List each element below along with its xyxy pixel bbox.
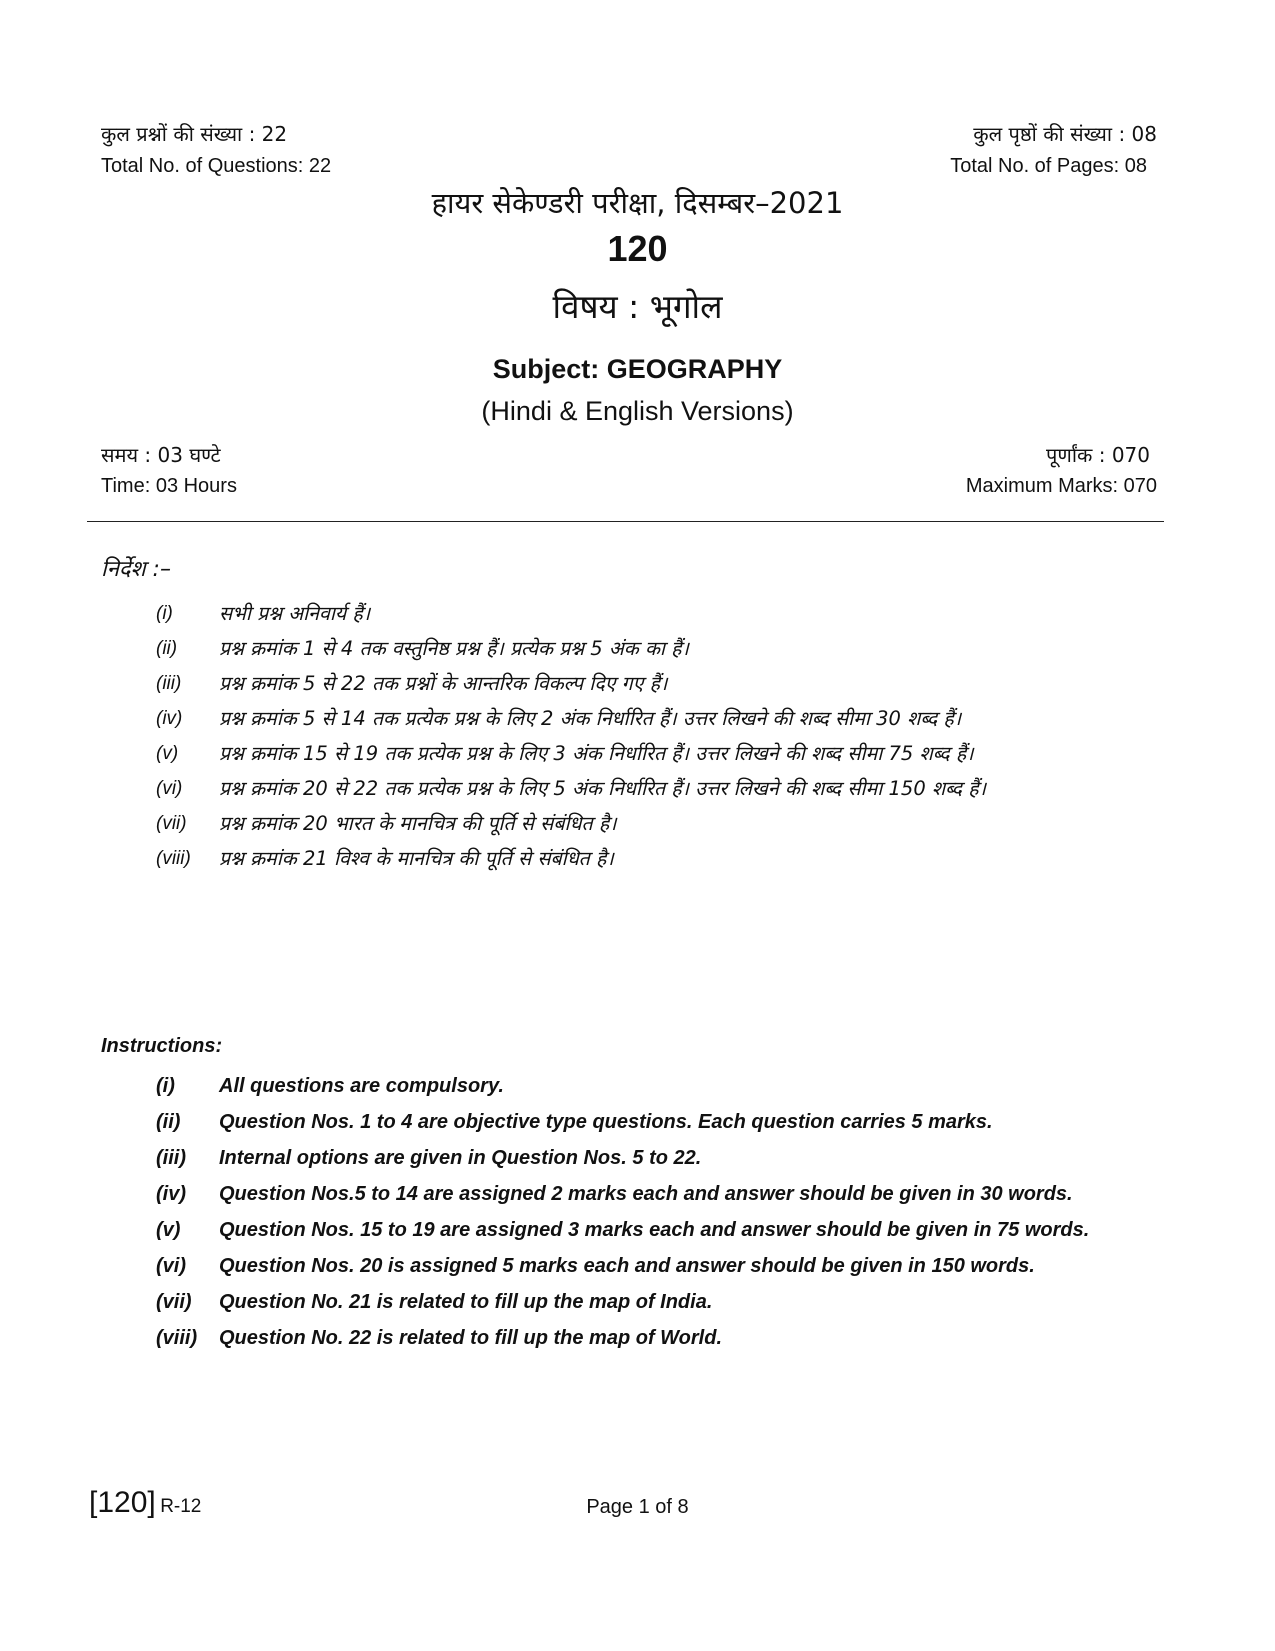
instruction-number: (iv) bbox=[156, 708, 183, 729]
instruction-text: प्रश्न क्रमांक 20 से 22 तक प्रत्येक प्रश्न के लिए 5 अंक निर्धारित हैं। उत्तर लिखने की शब्द सीमा 150 शब्द हैं। bbox=[219, 777, 986, 800]
subject-en: Subject: GEOGRAPHY bbox=[492, 354, 783, 384]
instruction-number: (v) bbox=[156, 743, 179, 764]
instruction-number: (viii) bbox=[156, 848, 191, 869]
instruction-item bbox=[156, 1284, 1176, 1320]
total-pages-hi: कुल पृष्ठों की संख्या : 08 bbox=[973, 122, 1157, 146]
instruction-text: प्रश्न क्रमांक 5 से 22 तक प्रश्नों के आन्तरिक विकल्प दिए गए हैं। bbox=[219, 672, 668, 695]
instruction-text: Question No. 21 is related to fill up the map of India. bbox=[219, 1291, 713, 1313]
instruction-text: Question Nos. 1 to 4 are objective type questions. Each question carries 5 marks. bbox=[219, 1111, 993, 1133]
instruction-number: (vii) bbox=[156, 1291, 192, 1313]
instruction-text: All questions are compulsory. bbox=[219, 1075, 504, 1097]
instruction-text: सभी प्रश्न अनिवार्य हैं। bbox=[219, 602, 371, 625]
instruction-text: प्रश्न क्रमांक 1 से 4 तक वस्तुनिष्ठ प्रश्न हैं। प्रत्येक प्रश्न 5 अंक का हैं। bbox=[219, 637, 689, 660]
instruction-item bbox=[156, 841, 1156, 876]
total-questions-hi: कुल प्रश्नों की संख्या : 22 bbox=[101, 122, 288, 146]
max-marks-hi: पूर्णांक : 070 bbox=[1046, 443, 1150, 467]
instructions-hi-list bbox=[156, 596, 1156, 876]
instruction-number: (iii) bbox=[156, 1147, 186, 1169]
instruction-text: प्रश्न क्रमांक 5 से 14 तक प्रत्येक प्रश्न के लिए 2 अंक निर्धारित हैं। उत्तर लिखने की शब्द सीमा 30 शब्द हैं। bbox=[219, 707, 962, 730]
time-hi: समय : 03 घण्टे bbox=[101, 443, 221, 467]
subject-hi: विषय : भूगोल bbox=[552, 287, 723, 326]
page-number: Page 1 of 8 bbox=[586, 1496, 689, 1518]
instruction-item bbox=[156, 596, 1156, 631]
instruction-number: (iv) bbox=[156, 1183, 186, 1205]
instruction-text: Question Nos.5 to 14 are assigned 2 marks each and answer should be given in 30 words. bbox=[219, 1183, 1073, 1205]
versions-note: (Hindi & English Versions) bbox=[481, 396, 794, 426]
instructions-hi-heading: निर्देश :– bbox=[101, 557, 171, 582]
instruction-text: Question Nos. 20 is assigned 5 marks each and answer should be given in 150 words. bbox=[219, 1255, 1035, 1277]
max-marks-en: Maximum Marks: 070 bbox=[965, 475, 1157, 497]
instruction-item bbox=[156, 1212, 1176, 1248]
instructions-en-heading: Instructions: bbox=[101, 1035, 223, 1057]
paper-code: 120 bbox=[607, 228, 668, 269]
instruction-item bbox=[156, 701, 1156, 736]
instruction-text: प्रश्न क्रमांक 20 भारत के मानचित्र की पूर्ति से संबंधित है। bbox=[219, 812, 617, 835]
instruction-item bbox=[156, 736, 1156, 771]
instruction-number: (vii) bbox=[156, 813, 187, 834]
instruction-text: प्रश्न क्रमांक 21 विश्व के मानचित्र की पूर्ति से संबंधित है। bbox=[219, 847, 614, 870]
instruction-item bbox=[156, 631, 1156, 666]
instruction-item bbox=[156, 806, 1156, 841]
instruction-item bbox=[156, 771, 1156, 806]
instruction-number: (vi) bbox=[156, 778, 183, 799]
time-en: Time: 03 Hours bbox=[101, 475, 237, 497]
instruction-text: प्रश्न क्रमांक 15 से 19 तक प्रत्येक प्रश्न के लिए 3 अंक निर्धारित हैं। उत्तर लिखने की शब्द सीमा 75 शब्द हैं। bbox=[219, 742, 974, 765]
instruction-text: Internal options are given in Question Nos. 5 to 22. bbox=[219, 1147, 702, 1169]
total-questions-en: Total No. of Questions: 22 bbox=[101, 155, 332, 177]
instruction-number: (viii) bbox=[156, 1327, 198, 1349]
instruction-number: (i) bbox=[156, 603, 173, 624]
instruction-item bbox=[156, 1248, 1176, 1284]
instruction-item bbox=[156, 666, 1156, 701]
instruction-text: Question No. 22 is related to fill up the map of World. bbox=[219, 1327, 723, 1349]
header-divider bbox=[87, 521, 1164, 522]
instruction-number: (v) bbox=[156, 1219, 181, 1241]
instruction-item bbox=[156, 1068, 1176, 1104]
instruction-number: (i) bbox=[156, 1075, 175, 1097]
instruction-item bbox=[156, 1176, 1176, 1212]
instruction-number: (ii) bbox=[156, 638, 178, 659]
footer-code-series: R-12 bbox=[160, 1496, 202, 1517]
instruction-number: (iii) bbox=[156, 673, 182, 694]
instruction-number: (vi) bbox=[156, 1255, 186, 1277]
footer-code-number: [120] bbox=[89, 1486, 156, 1519]
instruction-item bbox=[156, 1104, 1176, 1140]
instruction-number: (ii) bbox=[156, 1111, 181, 1133]
instruction-item bbox=[156, 1320, 1176, 1356]
exam-title: हायर सेकेण्डरी परीक्षा, दिसम्बर–2021 bbox=[431, 186, 844, 220]
instruction-text: Question Nos. 15 to 19 are assigned 3 marks each and answer should be given in 75 words. bbox=[219, 1219, 1090, 1241]
instruction-item bbox=[156, 1140, 1176, 1176]
instructions-en-list bbox=[156, 1068, 1176, 1356]
total-pages-en: Total No. of Pages: 08 bbox=[950, 155, 1147, 177]
